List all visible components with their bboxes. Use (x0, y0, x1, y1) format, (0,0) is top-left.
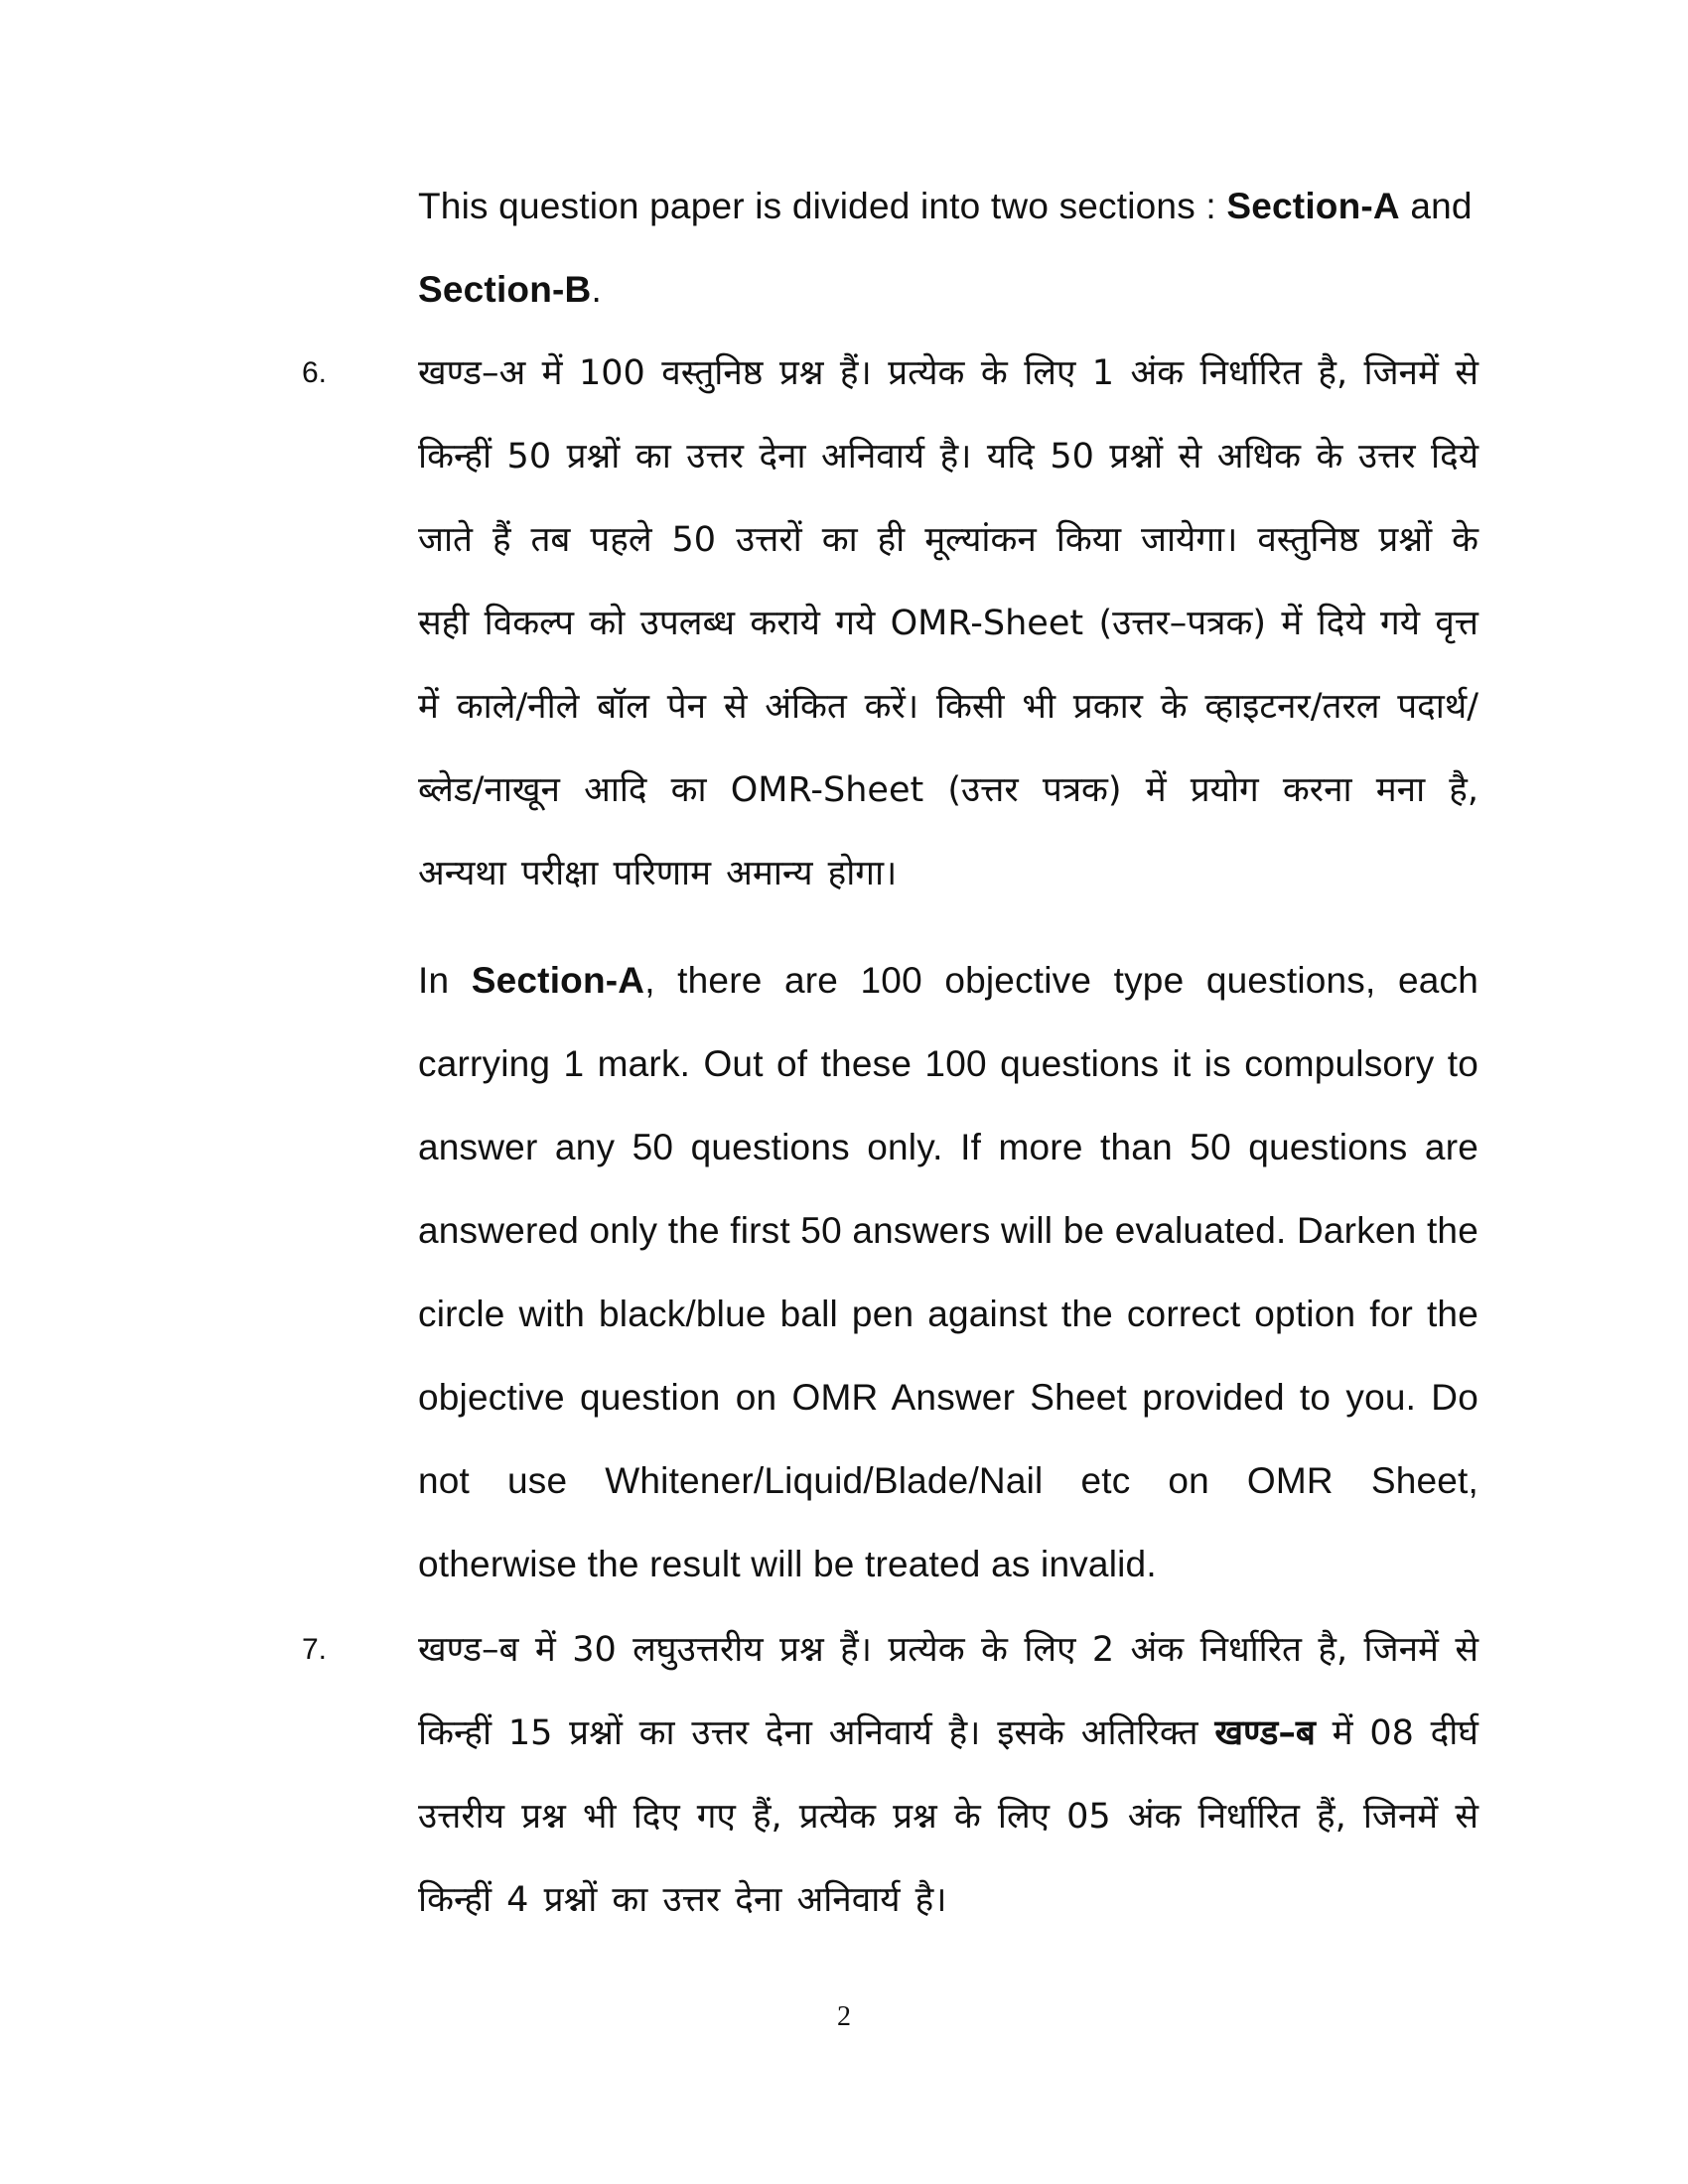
intro-and: and (1399, 186, 1473, 226)
intro-text: This question paper is divided into two sections : (418, 186, 1227, 226)
item-7-hindi-post: में 08 दीर्घ उत्तरीय प्रश्न भी दिए गए हैं, प्रत्येक प्रश्न के लिए 05 अंक निर्धारित हैं, जिनमें से किन्हीं 4 प्रश्नों का उत्तर देना अनिवार्य है। (418, 1713, 1478, 1920)
intro-end: . (591, 269, 602, 310)
item-number-7: 7. (302, 1633, 328, 1666)
item-number-6: 6. (302, 356, 328, 389)
section-a-label: Section-A (1226, 186, 1400, 226)
section-b-label: Section-B (418, 269, 592, 310)
item-7-hindi-pre: खण्ड–ब में 30 लघुउत्तरीय प्रश्न हैं। प्रत्येक के लिए 2 अंक निर्धारित है, जिनमें से किन्हीं 15 प्रश्नों का उत्तर देना अनिवार्य है। इसके अतिरिक्त (418, 1630, 1478, 1753)
item-6-english-paragraph (418, 939, 1478, 1606)
item-7-section-b-label: खण्ड–ब (1214, 1713, 1316, 1753)
intro-paragraph (418, 165, 1478, 332)
item-6-hindi-paragraph: खण्ड–अ में 100 वस्तुनिष्ठ प्रश्न हैं। प्रत्येक के लिए 1 अंक निर्धारित है, जिनमें से किन्हीं 50 प्रश्नों का उत्तर देना अनिवार्य है। यदि 50 प्रश्नों से अधिक के उत्तर दिये जाते हैं तब पहले 50 उत्तरों का ही मूल्यांकन किया जायेगा। वस्तुनिष्ठ प्रश्नों के सही विकल्प को उपलब्ध कराये गये OMR-Sheet (उत्तर–पत्रक) में दिये गये वृत्त में काले/नीले बॉल पेन से अंकित करें। किसी भी प्रकार के व्हाइटनर/तरल पदार्थ/ब्लेड/नाखून आदि का OMR-Sheet (उत्तर पत्रक) में प्रयोग करना मना है, अन्यथा परीक्षा परिणाम अमान्य होगा। (418, 353, 1478, 893)
item-7-hindi-paragraph (418, 1608, 1478, 1942)
item-6-section-a-label: Section-A (471, 960, 645, 1001)
page-number: 2 (837, 2001, 851, 2032)
item-6-english-text: , there are 100 objective type questions, each carrying 1 mark. Out of these 100 questions it is compulsory to answer any 50 questions only. If more than 50 questions are answered only the first 50 answers will be evaluated. Darken the circle with black/blue ball pen against the correct option for the objective question on OMR Answer Sheet provided to you. Do not use Whitener/Liquid/Blade/Nail etc on OMR Sheet, otherwise the result will be treated as invalid. (418, 960, 1478, 1584)
item-6-english-pre: In (418, 960, 472, 1001)
